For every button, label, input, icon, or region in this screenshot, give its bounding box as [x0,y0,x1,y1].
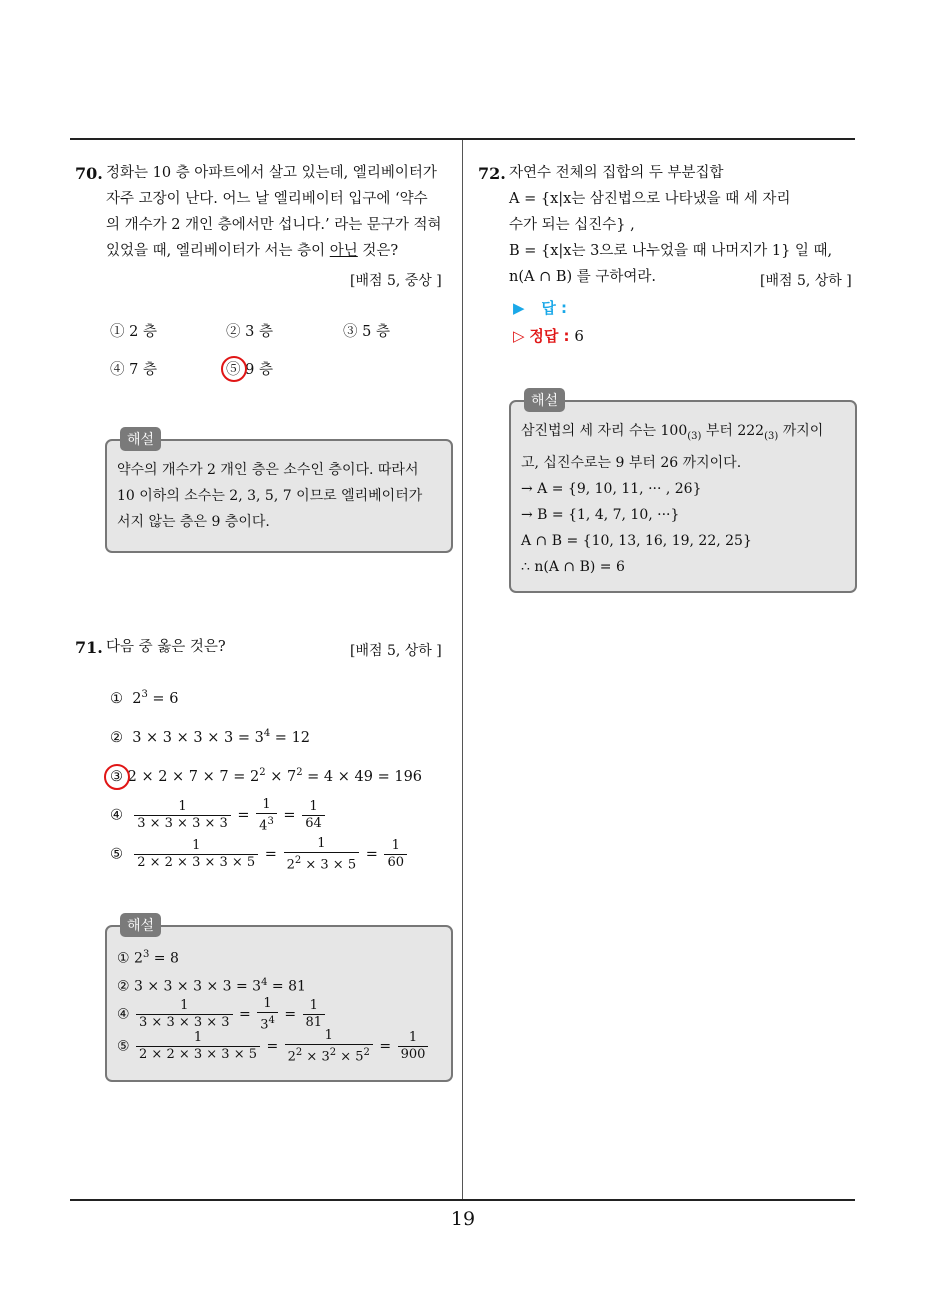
fraction: $\frac{1}{2^2 \times 3^2 \times 5^2}$ [285,1028,373,1065]
q70-choice-3[interactable]: ③ 5 층 [343,324,390,340]
fraction: $\frac{1}{3^4}$ [257,996,278,1033]
q72-number: 72. [478,164,506,183]
q70-text [106,160,441,264]
q70-explanation-text [117,457,422,535]
q71-number: 71. [75,638,103,657]
q72-explain-line-5: A ∩ B = {10, 13, 16, 19, 22, 25} [521,532,752,549]
fraction: $\frac{1}{2 \times 2 \times 3 \times 3 \times 5}$ [136,1030,260,1063]
q70-choice-4[interactable]: ④ 7 층 [110,362,157,378]
q71-explain-line-4: ④ $\frac{1}{3 \times 3 \times 3 \times 3}$ = $\frac{1}{3^4}$ = $\frac{1}{81}$ [117,996,430,1033]
q71-choice-1[interactable]: ① $2^3 = 6$ [110,689,179,707]
q71-choice-4[interactable]: ④ $\frac{1}{3 \times 3 \times 3 \times 3}$ = $\frac{1}{4^3}$ = $\frac{1}{64}$ [110,797,327,834]
q71-choice-3[interactable]: ③ $2 \times 2 \times 7 \times 7 = 2^2 \times 7^2 = 4 \times 49 = 196$ [110,767,423,785]
q70-line-3: 의 개수가 2 개인 층에서만 섭니다.’ 라는 문구가 적혀 [106,217,442,233]
answer-label: 답 : [541,299,568,317]
q70-explanation-tag: 해설 [120,427,161,451]
q70-number: 70. [75,164,103,183]
footer-rule [70,1199,855,1201]
q70-explain-line-3: 서지 않는 층은 9 층이다. [117,514,270,530]
q72-explanation-text [521,418,823,580]
q70-underline-word: 아닌 [329,243,358,259]
q71-explain-line-1: ① $2^3 = 8$ [117,949,179,967]
q70-explain-line-2: 10 이하의 소수는 2, 3, 5, 7 이므로 엘리베이터가 [117,488,423,504]
fraction: $\frac{1}{3 \times 3 \times 3 \times 3}$ [136,998,233,1031]
q70-score: [배점 5, 중상 ] [350,273,442,289]
fraction: $\frac{1}{2 \times 2 \times 3 \times 3 \times 5}$ [134,838,258,871]
q72-explanation-tag: 해설 [524,388,565,412]
play-outline-triangle-icon: ▷ [513,327,525,345]
q70-choice-5[interactable]: ⑤ 9 층 [226,362,273,378]
q71-text: 다음 중 옳은 것은? [106,639,226,655]
q71-choice-5[interactable]: ⑤ $\frac{1}{2 \times 2 \times 3 \times 3 \times 5}$ = $\frac{1}{2^2 \times 3 \times 5}$ = $\frac{1}{60}$ [110,836,409,873]
q71-answer-mark-circle [104,764,130,790]
q71-explanation-text [117,943,430,1065]
q70-choice-2[interactable]: ② 3 층 [226,324,273,340]
q72-explain-line-6: ∴ n(A ∩ B) = 6 [521,558,625,575]
q72-answer-row [513,297,567,318]
q72-explain-line-1: 삼진법의 세 자리 수는 $100_{(3)}$ 부터 $222_{(3)}$ 까지이 [521,423,824,442]
q71-choice-2[interactable]: ② $3 \times 3 \times 3 \times 3 = 3^4 = 12$ [110,728,311,746]
fraction: $\frac{1}{4^3}$ [256,797,277,834]
page-number: 19 [450,1208,476,1230]
q72-score: [배점 5, 상하 ] [760,273,852,289]
column-divider [462,140,463,1199]
q70-answer-mark-circle [221,356,247,382]
q72-line-4: B = {x|x는 3으로 나누었을 때 나머지가 1} 일 때, [509,243,833,259]
correct-answer-value: 6 [574,327,584,345]
q72-explain-line-3: → A = {9, 10, 11, ··· , 26} [521,480,702,497]
q72-line-2: A = {x|x는 삼진법으로 나타냈을 때 세 자리 [509,191,791,207]
q70-line-2: 자주 고장이 난다. 어느 날 엘리베이터 입구에 ‘약수 [106,191,428,207]
q72-line-5: n(A ∩ B) 를 구하여라. [509,269,657,285]
q72-explain-line-2: 고, 십진수로는 9 부터 26 까지이다. [521,454,742,471]
q71-score: [배점 5, 상하 ] [350,643,442,659]
q70-line-4: 있었을 때, 엘리베이터가 서는 층이 아닌 것은? [106,243,399,259]
q71-explain-line-5: ⑤ $\frac{1}{2 \times 2 \times 3 \times 3 \times 5}$ = $\frac{1}{2^2 \times 3^2 \times 5^2}$ = $\frac{1}{900}$ [117,1028,430,1065]
q72-line-3: 수가 되는 십진수} , [509,217,635,233]
fraction: $\frac{1}{900}$ [398,1030,429,1063]
q72-correct-row [513,325,584,346]
correct-answer-label: 정답 : [529,327,570,345]
fraction: $\frac{1}{3 \times 3 \times 3 \times 3}$ [134,799,231,832]
q70-choice-1[interactable]: ① 2 층 [110,324,157,340]
q71-explain-line-2: ② $3 \times 3 \times 3 \times 3 = 3^4 = 81$ [117,976,306,995]
fraction: $\frac{1}{64}$ [302,799,325,832]
fraction: $\frac{1}{81}$ [303,998,326,1031]
q70-explain-line-1: 약수의 개수가 2 개인 층은 소수인 층이다. 따라서 [117,462,419,478]
fraction: $\frac{1}{2^2 \times 3 \times 5}$ [284,836,360,873]
q72-explain-line-4: → B = {1, 4, 7, 10, ···} [521,506,680,523]
q71-explanation-tag: 해설 [120,913,161,937]
play-triangle-icon: ▶ [513,299,525,317]
fraction: $\frac{1}{60}$ [384,838,407,871]
q70-line-1: 정화는 10 층 아파트에서 살고 있는데, 엘리베이터가 [106,165,437,181]
q72-line-1: 자연수 전체의 집합의 두 부분집합 [509,165,724,181]
